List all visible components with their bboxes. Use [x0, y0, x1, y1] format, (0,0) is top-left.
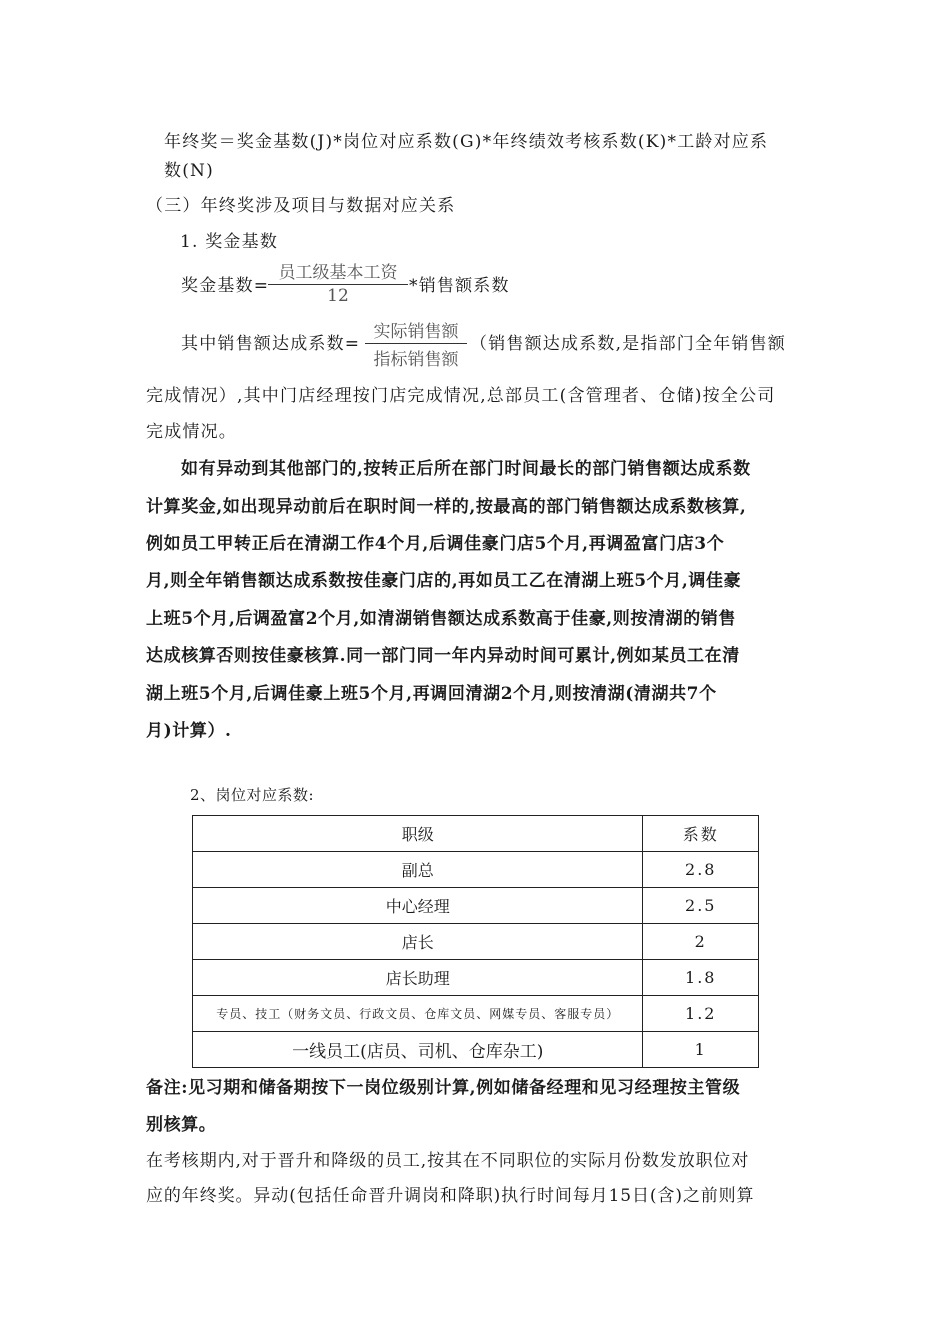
- level-cell: 店长: [193, 924, 643, 960]
- bonus-base-label: 奖金基数=: [181, 276, 270, 296]
- bold-paragraph-line-7: 湖上班5个月,后调佳豪上班5个月,再调回清湖2个月,则按清湖(清湖共7个: [146, 684, 717, 704]
- header-level: 职级: [193, 816, 643, 852]
- bold-paragraph-line-3: 例如员工甲转正后在清湖工作4个月,后调佳豪门店5个月,再调盈富门店3个: [146, 534, 725, 554]
- bonus-base-fraction: [268, 258, 408, 306]
- header-coef: 系数: [643, 816, 759, 852]
- note-line-2: 别核算。: [146, 1115, 217, 1135]
- section-3-heading: （三）年终奖涉及项目与数据对应关系: [146, 196, 456, 216]
- item-1-heading: 1. 奖金基数: [180, 232, 279, 252]
- sales-coef-denominator: 指标销售额: [373, 350, 459, 370]
- level-cell: 店长助理: [193, 960, 643, 996]
- item-2-heading: 2、岗位对应系数:: [190, 786, 315, 804]
- sales-coef-numerator: 实际销售额: [365, 317, 467, 344]
- final-paragraph-line-2: 应的年终奖。异动(包括任命晋升调岗和降职)执行时间每月15日(含)之前则算: [146, 1186, 755, 1206]
- bonus-base-denominator: 12: [327, 286, 349, 306]
- level-cell: 专员、技工（财务文员、行政文员、仓库文员、网媒专员、客服专员）: [193, 996, 643, 1032]
- bold-paragraph-line-1: 如有异动到其他部门的,按转正后所在部门时间最长的部门销售额达成系数: [181, 459, 751, 479]
- level-cell: 一线员工(店员、司机、仓库杂工): [193, 1032, 643, 1068]
- bold-paragraph-line-8: 月)计算）.: [146, 721, 232, 741]
- note-line-1: 备注:见习期和储备期按下一岗位级别计算,例如储备经理和见习经理按主管级: [146, 1078, 741, 1098]
- coef-cell: 1: [643, 1032, 759, 1068]
- formula-line-2: 数(N): [164, 161, 214, 181]
- level-cell: 中心经理: [193, 888, 643, 924]
- table-row: [193, 996, 759, 1032]
- formula-line-1: 年终奖＝奖金基数(J)*岗位对应系数(G)*年终绩效考核系数(K)*工龄对应系: [164, 132, 769, 152]
- coef-cell: 2.5: [643, 888, 759, 924]
- bold-paragraph-line-6: 达成核算否则按佳豪核算.同一部门同一年内异动时间可累计,例如某员工在清: [146, 646, 740, 666]
- bold-paragraph-line-5: 上班5个月,后调盈富2个月,如清湖销售额达成系数高于佳豪,则按清湖的销售: [146, 609, 737, 629]
- bonus-base-suffix: *销售额系数: [409, 276, 510, 296]
- table-header-row: [193, 816, 759, 852]
- table-row: [193, 924, 759, 960]
- table-row: [193, 960, 759, 996]
- completion-line-1: 完成情况）,其中门店经理按门店完成情况,总部员工(含管理者、仓储)按全公司: [146, 386, 776, 406]
- table-row: [193, 852, 759, 888]
- coef-cell: 1.2: [643, 996, 759, 1032]
- bold-paragraph-line-4: 月,则全年销售额达成系数按佳豪门店的,再如员工乙在清湖上班5个月,调佳豪: [146, 571, 742, 591]
- sales-coef-suffix: （销售额达成系数,是指部门全年销售额: [470, 334, 787, 354]
- bonus-base-numerator: 员工级基本工资: [268, 258, 408, 285]
- final-paragraph-line-1: 在考核期内,对于晋升和降级的员工,按其在不同职位的实际月份数发放职位对: [146, 1151, 750, 1171]
- coef-cell: 2: [643, 924, 759, 960]
- position-coefficient-table: [192, 815, 759, 1068]
- coef-cell: 2.8: [643, 852, 759, 888]
- bold-paragraph-line-2: 计算奖金,如出现异动前后在职时间一样的,按最高的部门销售额达成系数核算,: [146, 497, 747, 517]
- coef-cell: 1.8: [643, 960, 759, 996]
- completion-line-2: 完成情况。: [146, 422, 237, 442]
- table-row: [193, 1032, 759, 1068]
- sales-coef-fraction: [365, 317, 467, 370]
- sales-coef-label: 其中销售额达成系数=: [181, 334, 361, 354]
- level-cell: 副总: [193, 852, 643, 888]
- table-row: [193, 888, 759, 924]
